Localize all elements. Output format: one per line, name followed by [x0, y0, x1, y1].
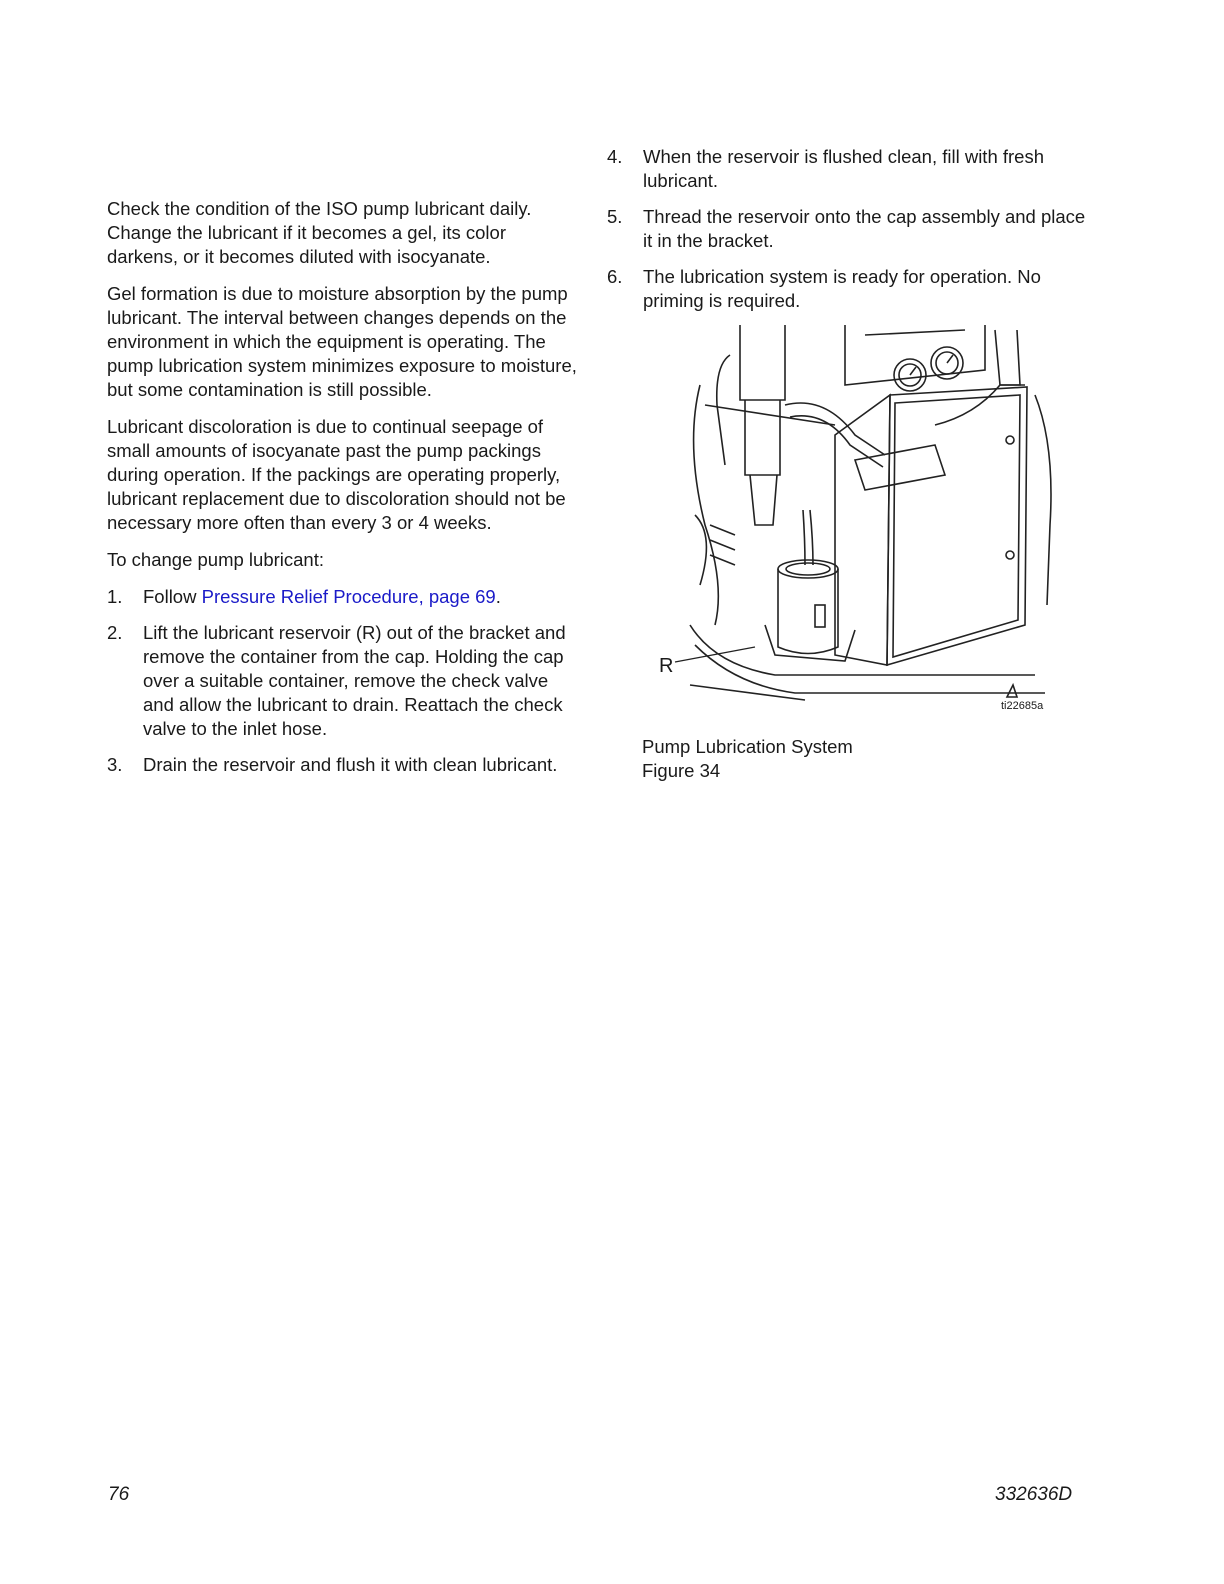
hose: [1035, 395, 1051, 605]
step-number: 2.: [107, 622, 123, 643]
step-text: Thread the reservoir onto the cap assembly and place it in the bracket.: [643, 206, 1086, 251]
step-6: [607, 265, 1087, 313]
step-text-prefix: Follow: [143, 586, 202, 607]
step-3: [107, 753, 577, 777]
caption-number: Figure 34: [642, 760, 721, 781]
screw: [1006, 436, 1014, 444]
pressure-relief-link[interactable]: Pressure Relief Procedure, page 69: [201, 586, 496, 607]
step-4: [607, 145, 1087, 193]
paragraph-change-intro: To change pump lubricant:: [107, 549, 324, 570]
step-number: 4.: [607, 146, 623, 167]
paragraph-gel-formation: Gel formation is due to moisture absorption by the pump lubricant. The interval between changes depends on the environment in which the equipment is operating. The pump lubrication system minimizes exposure to moisture, but some contamination is still possible.: [107, 283, 577, 400]
motor-housing: [694, 385, 719, 625]
control-box-front: [893, 395, 1020, 657]
step-5: [607, 205, 1087, 253]
paragraph-check-condition: Check the condition of the ISO pump lubricant daily. Change the lubricant if it becomes a gel, its color darkens, or it becomes diluted with isocyanate.: [107, 198, 532, 267]
step-text: Drain the reservoir and flush it with clean lubricant.: [143, 754, 558, 775]
document-id: 332636D: [995, 1484, 1073, 1505]
step-1: [107, 585, 577, 609]
pump-column: [740, 325, 785, 400]
step-number: 3.: [107, 754, 123, 775]
step-text-suffix: .: [495, 586, 501, 607]
page-number: 76: [108, 1484, 130, 1505]
callout-leader: [675, 647, 755, 662]
paragraph-discoloration: Lubricant discoloration is due to continual seepage of small amounts of isocyanate past the pump packings during operation. If the packings are operating properly, lubricant replacement due to discoloration should not be necessary more often than every 3 or 4 weeks.: [107, 416, 566, 533]
figure-code: ti22685a: [1001, 700, 1044, 712]
lubricant-line: [803, 510, 805, 565]
lubricant-reservoir: [778, 569, 838, 654]
right-column: [607, 145, 1087, 325]
step-text: The lubrication system is ready for operation. No priming is required.: [643, 266, 1041, 311]
caption-title: Pump Lubrication System: [642, 736, 853, 757]
step-text: When the reservoir is flushed clean, fill with fresh lubricant.: [643, 146, 1045, 191]
step-number: 5.: [607, 206, 623, 227]
step-text: [143, 585, 577, 609]
step-text: Lift the lubricant reservoir (R) out of the bracket and remove the container from the cap. Holding the cap over a suitable container, remove the check valve and allow the lubricant to drain. Reattach the check valve to the inlet hose.: [143, 622, 566, 739]
callout-r: R: [659, 655, 674, 677]
pump-lubrication-illustration: [655, 325, 1065, 720]
step-number: 6.: [607, 266, 623, 287]
figure-caption: [642, 735, 1042, 783]
step-number: 1.: [107, 586, 123, 607]
step-2: [107, 621, 577, 741]
left-column: [107, 197, 577, 789]
screw: [1006, 551, 1014, 559]
